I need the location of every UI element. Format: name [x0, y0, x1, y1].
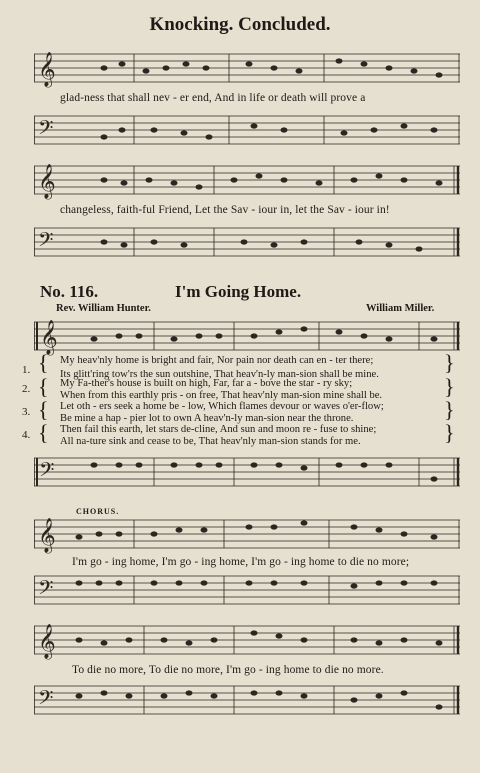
svg-text:𝄞: 𝄞 [38, 164, 56, 199]
svg-text:𝄢: 𝄢 [38, 686, 54, 714]
verse-line: Its glitt'ring tow'rs the sun outshine, That heav'n-ly man-sion shall be mine. [60, 369, 379, 380]
verse-number: 2. [22, 383, 31, 395]
hymn-author: Rev. William Hunter. [56, 303, 151, 314]
treble-staff-1 [34, 48, 460, 88]
svg-text:𝄢: 𝄢 [39, 458, 55, 486]
svg-text:𝄞: 𝄞 [40, 320, 58, 355]
verse-brace: } [444, 374, 455, 399]
verse-brace: { [38, 350, 49, 375]
treble-staff-2 [34, 160, 460, 200]
verse-brace: } [444, 420, 455, 445]
hymn-bass-staff [34, 452, 460, 492]
hymn-title: I'm Going Home. [175, 282, 302, 301]
chorus-lyric-line-2: To die no more, To die no more, I'm go - ing home to die no more. [72, 664, 384, 676]
verse-brace: { [38, 397, 49, 422]
chorus-label: CHORUS. [76, 507, 120, 516]
svg-text:𝄞: 𝄞 [38, 52, 56, 87]
chorus-treble-staff-2 [34, 620, 460, 660]
hymn-treble-staff [34, 316, 460, 356]
hymn-composer: William Miller. [366, 303, 435, 314]
upper-lyric-line-2: changeless, faith-ful Friend, Let the Sav - iour in, let the Sav - iour in! [60, 204, 390, 216]
chorus-treble-staff-1 [34, 514, 460, 554]
svg-text:𝄞: 𝄞 [38, 518, 56, 553]
verse-line: All na-ture sink and cease to be, That heav'nly man-sion stands for me. [60, 436, 361, 447]
svg-text:𝄢: 𝄢 [38, 228, 54, 256]
verse-number: 4. [22, 429, 31, 441]
bass-staff-2 [34, 222, 460, 262]
verse-line: When from this earthly pris - on free, That heav'nly man-sion mine shall be. [60, 390, 383, 401]
svg-text:𝄢: 𝄢 [38, 116, 54, 144]
bass-staff-1 [34, 110, 460, 150]
upper-lyric-line-1: glad-ness that shall nev - er end, And in life or death will prove a [60, 92, 366, 104]
verse-brace: } [444, 397, 455, 422]
chorus-bass-staff-1 [34, 570, 460, 610]
verse-line: My heav'nly home is bright and fair, Nor pain nor death can en - ter there; [60, 355, 374, 366]
chorus-bass-staff-2 [34, 680, 460, 720]
verse-brace: } [444, 350, 455, 375]
verse-line: Be mine a hap - pier lot to own A heav'n-ly man-sion near the throne. [60, 413, 354, 424]
verse-brace: { [38, 420, 49, 445]
verse-line: Let oth - ers seek a home be - low, Which flames devour or waves o'er-flow; [60, 401, 384, 412]
verse-brace: { [38, 374, 49, 399]
svg-text:𝄢: 𝄢 [38, 576, 54, 604]
verse-number: 1. [22, 364, 31, 376]
svg-text:𝄞: 𝄞 [38, 624, 56, 659]
verse-line: Then fail this earth, let stars de-cline, And sun and moon re - fuse to shine; [60, 424, 377, 435]
verse-line: My Fa-ther's house is built on high, Far, far a - bove the star - ry sky; [60, 378, 353, 389]
verse-number: 3. [22, 406, 31, 418]
chorus-lyric-line-1: I'm go - ing home, I'm go - ing home, I'm go - ing home to die no more; [72, 556, 410, 568]
page-heading: Knocking. Concluded. [149, 14, 331, 35]
hymn-number: No. 116. [40, 282, 99, 301]
